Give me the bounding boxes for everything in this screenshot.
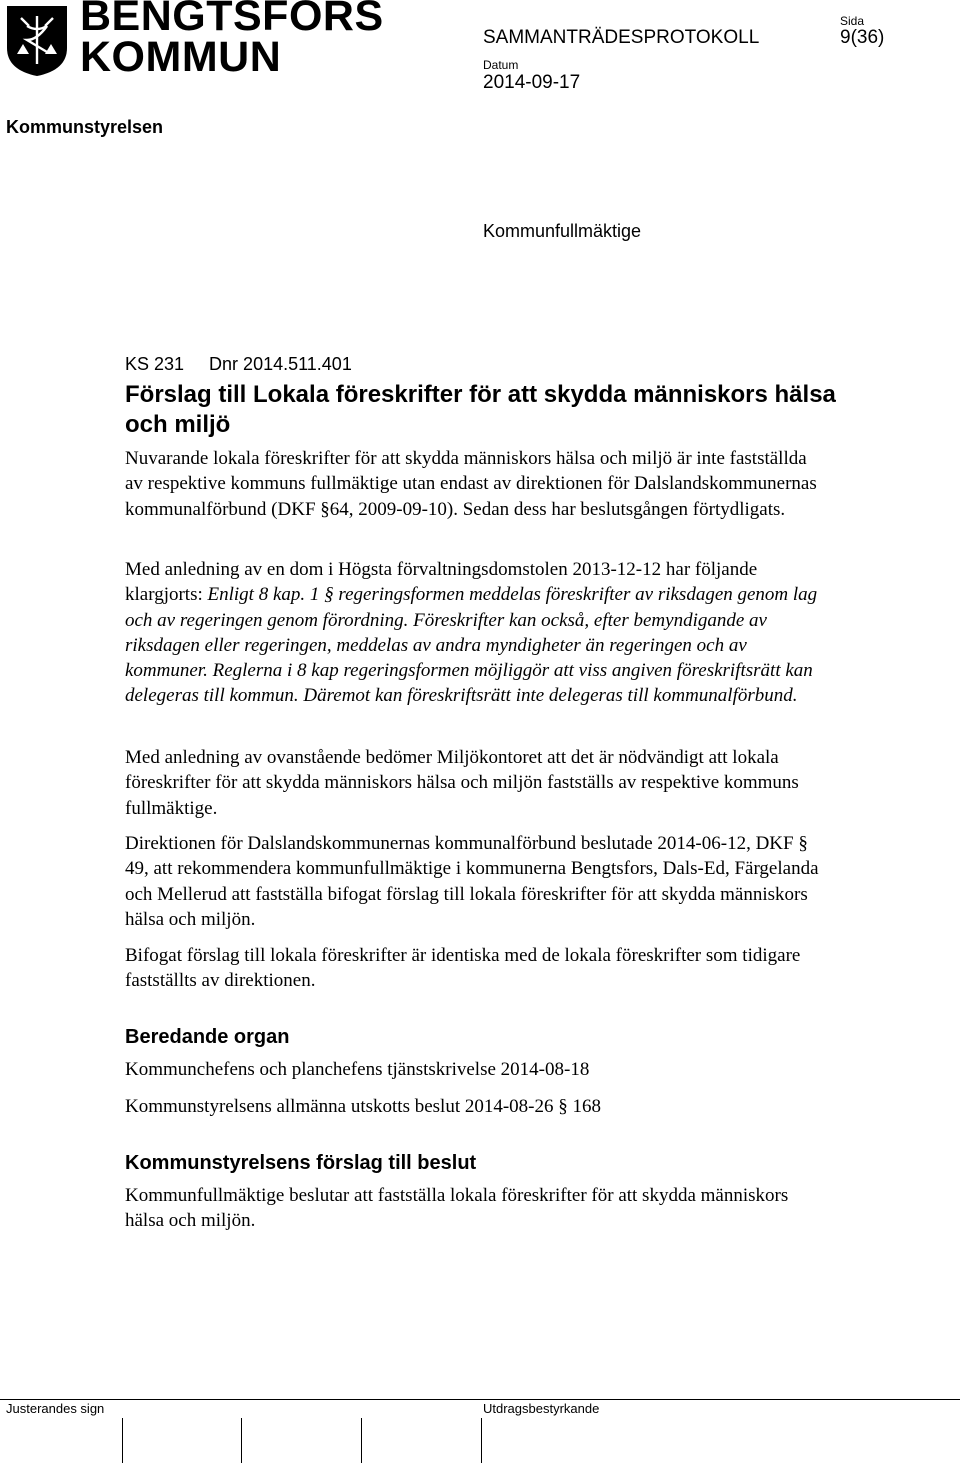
footer-utdragsbestyrkande: Utdragsbestyrkande — [483, 1401, 600, 1416]
paragraph-background: Nuvarande lokala föreskrifter för att skydda människors hälsa och miljö är inte fastställda av respektive kommuns fullmäktige utan endast av direktionen för Dalslandskommunernas kommunalförbund (DKF §64, 2009-09-10). Sedan dess har beslutsgången förtydligats. — [125, 448, 817, 520]
case-reference: KS 231 Dnr 2014.511.401 — [125, 354, 352, 374]
signature-box-divider — [241, 1418, 242, 1463]
section-heading-beredande: Beredande organ — [125, 1026, 290, 1048]
paragraph-identical-note: Bifogat förslag till lokala föreskrifter är identiska med de lokala föreskrifter som tidigare fastställts av direktionen. — [125, 945, 801, 992]
protocol-title: SAMMANTRÄDESPROTOKOLL — [483, 27, 760, 48]
org-body: Kommunstyrelsen — [6, 117, 164, 137]
logo-line-2: KOMMUN — [80, 33, 282, 81]
municipal-coat-of-arms-logo — [5, 4, 69, 78]
date-label: Datum — [483, 58, 519, 72]
beredande-item-1: Kommunchefens och planchefens tjänstskrivelse 2014-08-18 — [125, 1059, 590, 1080]
paragraph-assessment: Med anledning av ovanstående bedömer Miljökontoret att det är nödvändigt att lokala föreskrifter för att skydda människors hälsa och miljön fastställs av respektive kommuns fullmäktige. — [125, 747, 799, 819]
signature-box-divider — [361, 1418, 362, 1463]
section-heading-forslag: Kommunstyrelsens förslag till beslut — [125, 1152, 477, 1174]
paragraph-dkf-decision: Direktionen för Dalslandskommunernas kommunalförbund beslutade 2014-06-12, DKF § 49, att rekommendera kommunfullmäktige i kommunerna Bengtsfors, Dals-Ed, Färgelanda och Mellerud att fastställa bifogat förslag till lokala föreskrifter för att skydda människors hälsa och miljön. — [125, 833, 819, 930]
distribution: Kommunfullmäktige — [483, 221, 642, 241]
municipality-logo-text — [80, 0, 384, 81]
meeting-date: 2014-09-17 — [483, 72, 581, 93]
signature-box-divider — [122, 1418, 123, 1463]
forslag-text: Kommunfullmäktige beslutar att fastställa lokala föreskrifter för att skydda människors hälsa och miljön. — [125, 1185, 789, 1232]
footer-justerandes-sign: Justerandes sign — [6, 1401, 105, 1416]
page-number: 9(36) — [840, 27, 885, 48]
logo-line-1: BENGTSFORS — [80, 0, 384, 40]
paragraph-court-ruling — [125, 557, 825, 709]
signature-box-divider — [481, 1418, 482, 1463]
case-title: Förslag till Lokala föreskrifter för att skydda människors hälsa och miljö — [125, 381, 836, 438]
court-ruling-intro: Med anledning av en dom i Högsta förvaltningsdomstolen 2013-12-12 har följande klargjorts: — [125, 559, 758, 606]
footer-rule — [0, 1399, 960, 1400]
beredande-item-2: Kommunstyrelsens allmänna utskotts beslut 2014-08-26 § 168 — [125, 1096, 602, 1117]
court-ruling-quote: Enligt 8 kap. 1 § regeringsformen meddelas föreskrifter av riksdagen genom lag och av regeringen genom förordning. Föreskrifter kan också, efter bemyndigande av riksdagen eller regeringen, meddelas av andra myndigheter än regeringen och av kommuner. Reglerna i 8 kap regeringsformen möjliggör att viss angiven föreskriftsrätt kan delegeras till kommun. Däremot kan föreskriftsrätt inte delegeras till kommunalförbund. — [125, 584, 818, 707]
page-label: Sida — [840, 14, 865, 28]
